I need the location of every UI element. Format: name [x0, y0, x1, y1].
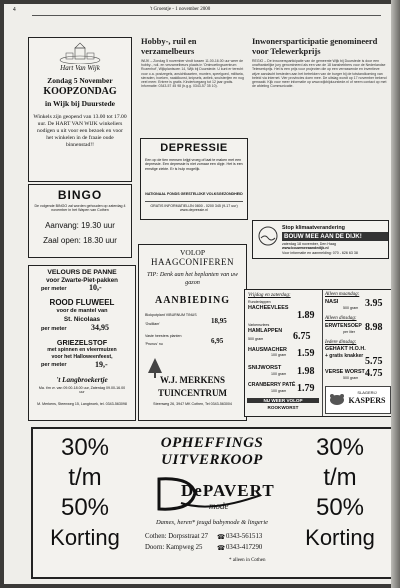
kaspers-shop-sub: SLAGERIJ [357, 390, 377, 395]
depressie-org: NATIONAAL FONDS GEESTELIJKE VOLKSGEZONDHEID [145, 192, 243, 196]
merkens-top2: HAAGCONIFEREN [151, 257, 234, 267]
kaspers-r4: VERSE WORST [325, 369, 365, 375]
velours-l4: ROOD FLUWEEL [49, 298, 115, 307]
opheffing-right [292, 433, 388, 553]
opheffing-right4: Korting [305, 525, 375, 550]
opheffing-ad [31, 427, 391, 579]
depressie-body: Een op de tien mensen krijgt vroeg of laat te maken met een depressie. Een depressie is niet zomaar een dipje. Het is een ernstige ziekte. Er is hulp mogelijk. [145, 158, 243, 171]
merkens-ad [138, 244, 247, 421]
kaspers-l3p: 1.59 [297, 348, 315, 359]
kaspers-logo [325, 386, 391, 414]
velours-p1: 10,- [89, 283, 102, 292]
hobby-title-2: verzamelbeurs [141, 46, 195, 56]
kaspers-r1p: 3.95 [365, 298, 383, 309]
inwoners-body: REGIO – De inwonersparticipatie van de gemeente Wijk bij Duurstede is door een onafhankelijke jury genomineerd als een van de 18 kanshebbers voor de Nederlandse Telewerkprijs. Het is een prijs voor projecten die op een verrassende en inventieve wijze aandacht besteden aan het betrekken van de burger bij de totstandkoming van beleid via internet. Vier provincies doen mee. De uitslag wordt op 17 november bekend gemaakt. Kijk voor meer informatie op www.wijkbijduurstede.nl of neem contact op met de afdeling Communicatie. [252, 59, 387, 89]
kaspers-r2p: 8.98 [365, 322, 383, 333]
kaspers-r4p: 4.75 [365, 368, 383, 379]
opheffing-right1: 30% [315, 434, 365, 461]
kaspers-l2u: 500 gram [248, 337, 264, 341]
kaspers-r2u: per liter [343, 330, 355, 334]
bouwmee-www: www.bouwmeeaandedijk.nl [282, 246, 329, 250]
opheffing-title: OPHEFFINGS [160, 435, 264, 451]
velours-l10: voor het Halloweenfeest, [51, 354, 113, 360]
kaspers-l4u: 100 gram [271, 372, 287, 376]
velours-l3: per meter [41, 286, 67, 292]
opheffing-left4: Korting [50, 525, 120, 550]
depressie-info: GRATIS INFORMATIELIJN 0800 - 0200 345 (9-17 uur) www.depressie.nl [145, 201, 243, 213]
page-number: 4 [13, 7, 16, 13]
pavert-logo-sub: mode [209, 501, 229, 511]
bingo-line1: Aanvang: 19.30 uur [45, 221, 115, 230]
velours-l1: VELOURS DE PANNE [47, 269, 117, 276]
wave-logo-icon [257, 225, 279, 247]
hvw-line3: in Wijk bij Duurstede [45, 99, 115, 108]
opheffing-right2: t/m [323, 464, 357, 491]
bouwmee-h2: BOUW MEE AAN DE DIJK! [282, 232, 388, 241]
kaspers-l4: SNIJWORST [248, 365, 282, 371]
opheffing-a2: Doorn: Kampweg 25 [145, 544, 203, 551]
inwoners-title-1: Inwonersparticipatie genomineerd [252, 36, 378, 46]
velours-l6: St. Nicolaas [63, 316, 101, 323]
kaspers-shop: KASPERS [348, 396, 386, 405]
bingo-line2: Zaal open: 18.30 uur [43, 236, 117, 245]
velours-shop-sub: Ma. t/m vr. van 09.00-18.00 uur, Zaterdag 09.00-16.00 uur [38, 386, 126, 395]
merkens-item2: Vaste heesters planten [145, 334, 182, 338]
kaspers-r1u: 500 gram [343, 306, 359, 310]
kaspers-r1h: Alleen maandag: [325, 292, 360, 297]
kaspers-col1-head: Vrijdag en zaterdag: [248, 292, 291, 298]
opheffing-desc: Dames, heren* jeugd babymode & lingerie [155, 519, 269, 526]
hvw-body: Winkels zijn geopend van 13.00 tot 17.00 uur. De HART VAN WIJK winkeliers nodigen u uit voor een bezoek en voor het winkelen in de fraaie oude binnenstad!! [33, 114, 127, 148]
kaspers-r3p: 5.75 [365, 356, 383, 367]
merkens-price2: 6,95 [211, 337, 224, 345]
kaspers-l1p: 1.89 [297, 310, 315, 321]
velours-p2: 34,95 [91, 323, 109, 332]
velours-l2: voor Zwarte-Piet-pakken [46, 277, 118, 284]
opheffing-left3: 50% [60, 494, 110, 521]
merkens-bottom: W.J. MERKENS [160, 375, 225, 385]
velours-shop: 't Langbroekertje [56, 376, 108, 384]
opheffing-left1: 30% [60, 434, 110, 461]
opheffing-a2t: 0343-417290 [226, 544, 263, 551]
velours-l11: per meter [41, 362, 67, 368]
opheffing-title2: UITVERKOOP [161, 452, 263, 468]
kaspers-l3u: 100 gram [271, 353, 287, 357]
church-logo-icon [57, 42, 103, 64]
merkens-price1: 18,95 [211, 317, 227, 325]
paper-title: 't Groentje - 1 november 2000 [150, 7, 211, 12]
velours-l9: met spinnen en vleermuizen [47, 347, 117, 353]
kaspers-r4u: 500 gram [343, 376, 359, 380]
merkens-tip: TIP: Denk aan het beplanten van uw gazon [146, 271, 239, 286]
kaspers-l2p: 6.75 [293, 331, 311, 342]
merkens-top: VOLOP [179, 248, 205, 257]
kaspers-l1b: HACHEEVLEES [248, 305, 289, 311]
hvw-line1: Zondag 5 November [47, 76, 113, 85]
opheffing-a1: Cothen: Dorpsstraat 27 [145, 533, 209, 540]
newspaper-page [4, 4, 391, 584]
inwoners-title-2: voor Telewerkprijs [252, 46, 321, 56]
page-spine [391, 0, 400, 588]
hartvanwijk-ad [28, 37, 132, 182]
page-header [4, 4, 391, 17]
cow-icon [328, 390, 346, 408]
hvw-logo-text: Hart Van Wijk [60, 64, 100, 72]
depressie-ad [140, 138, 248, 220]
bouwmee-h1: Stop klimaatverandering [282, 225, 345, 231]
phone-icon-1: ☎ [217, 534, 226, 541]
kaspers-l5: CRANBERRY PATÉ [248, 382, 296, 388]
opheffing-right3: 50% [315, 494, 365, 521]
merkens-aanbieding: AANBIEDING [154, 295, 230, 306]
bingo-sub: De volgende BINGO zal worden gehouden op zaterdag 4 november in het Wapen van Cothen [34, 204, 126, 213]
opheffing-a1t: 0343-561513 [226, 533, 263, 540]
hvw-line2: KOOPZONDAG [43, 86, 117, 97]
opheffing-left [37, 433, 133, 553]
kaspers-l2: Varkensvlees [248, 323, 270, 327]
kaspers-l4p: 1.98 [297, 366, 315, 377]
kaspers-l5p: 1.79 [297, 383, 315, 394]
bingo-ad [28, 184, 132, 258]
velours-addr: M. Merkens, Steenweg 15, Langbroek, tel. 0343-563098 [37, 402, 127, 406]
depressie-title: DEPRESSIE [160, 142, 228, 154]
velours-l8: GRIEZELSTOF [56, 338, 108, 347]
kaspers-r3h: Iedere dinsdag: [325, 340, 357, 345]
opheffing-note: * alleen in Cothen [229, 558, 266, 563]
merkens-item1: Blokpotplant VIBURNUM TINUS [145, 313, 197, 317]
kaspers-r2: ERWTENSOEP [325, 323, 362, 329]
kaspers-r2h: Alleen dinsdag: [325, 316, 357, 321]
kaspers-l2b: HAMLAPPEN [248, 328, 283, 334]
kaspers-l3: HAUSMACHER [248, 347, 287, 353]
kaspers-r3b: + gratis knakker [325, 353, 364, 359]
kaspers-ad [244, 289, 391, 417]
bouwmee-ad [252, 220, 389, 259]
bouwmee-h3: zaterdag 18 november, Den Haag [282, 242, 336, 246]
velours-p3: 19,- [95, 360, 108, 369]
kaspers-foot2: ROOKWORST [267, 405, 299, 410]
kaspers-r1: NASI [325, 299, 339, 305]
merkens-item2b: 'Prunus' nu [145, 342, 163, 346]
hobby-title-1: Hobby-, ruil en [141, 36, 197, 46]
phone-icon-2: ☎ [217, 545, 226, 552]
merkens-item1b: 'Gwilliam' [145, 322, 160, 326]
velours-l7: per meter [41, 326, 67, 332]
opheffing-left2: t/m [68, 464, 102, 491]
kaspers-r3: GEHAKT H.O.H. [325, 346, 366, 352]
velours-ad [28, 265, 136, 421]
hobby-body: WIJK – Zondag 5 november vindt tussen 11.00-16.00 uur weer de hobby-, ruil- en verzamelbeurs plaats in 'Ontmoetingscentrum Rozenhof', Wijkplantsoen 14, Wijk bij Duurstede. U kunt er terecht voor o.a. postzegels, ansichtkaarten, munten, speelgoed, militaria, sieraden, boeken, naaldkunst, knipsels, antiek, snuisterijen en nog veel meer. Entree is gratis. Kindertoegang tot 12 jaar gratis. Informatie: 0343-57 45 98 (b.g.g. 0343-57 35 10). [141, 59, 244, 89]
merkens-addr: Steenweg 26, 3947 MK Cothen, Tel 0343-563004 [153, 402, 232, 406]
bingo-title: BINGO [57, 188, 103, 202]
velours-l5: voor de mantel van [56, 308, 108, 314]
pavert-logo-text: DePAVERT [181, 481, 275, 500]
kaspers-l5u: 100 gram [271, 389, 287, 393]
merkens-bottom2: TUINCENTRUM [157, 388, 227, 398]
kaspers-foot: NU WEER VOLOP [247, 398, 319, 403]
kaspers-divider [322, 290, 323, 416]
bouwmee-tel: Voor informatie en aanmelding: 070 - 626 63 38 [282, 251, 358, 255]
kaspers-l1: Runderlappen [248, 300, 271, 304]
